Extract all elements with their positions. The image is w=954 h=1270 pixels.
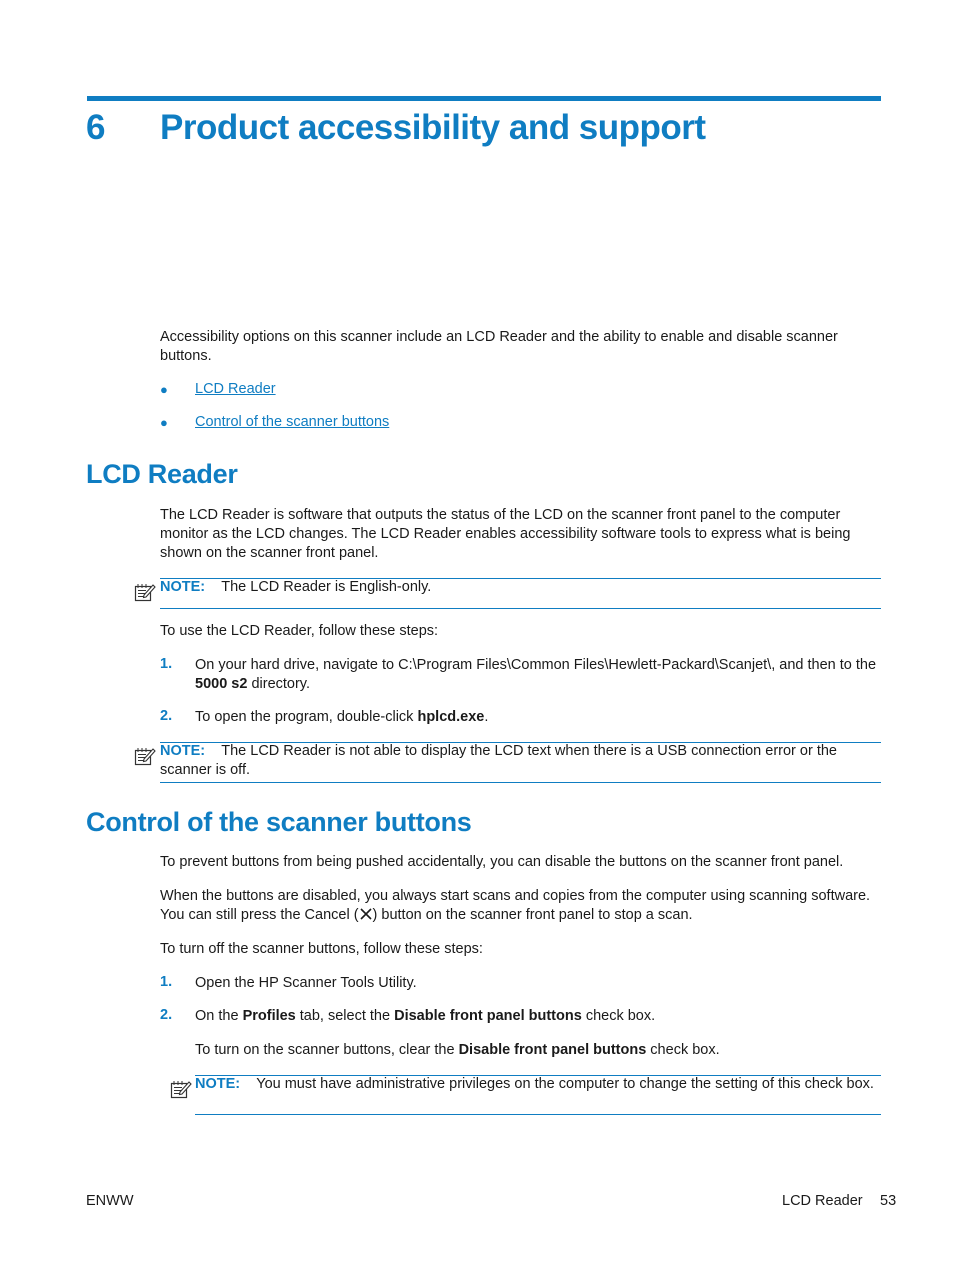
note-usb-error xyxy=(160,742,880,780)
note-icon xyxy=(170,1079,192,1099)
note-text: You must have administrative privileges on the computer to change the setting of this check box. xyxy=(256,1076,874,1092)
paragraph-text: When the buttons are disabled, you always start scans and copies from the computer using scanning software. You can still press the Cancel ( xyxy=(160,888,871,923)
footer-section: LCD Reader xyxy=(782,1193,863,1209)
step-bold: 5000 s2 xyxy=(195,676,248,692)
footer-page-number: 53 xyxy=(880,1193,897,1209)
section-heading-control-buttons: Control of the scanner buttons xyxy=(86,807,472,837)
note-admin-privileges xyxy=(195,1075,880,1094)
link-control-scanner-buttons[interactable]: Control of the scanner buttons xyxy=(195,414,390,430)
section-heading-lcd-reader: LCD Reader xyxy=(86,459,238,489)
control-paragraph-1: To prevent buttons from being pushed accidentally, you can disable the buttons on the scanner front panel. xyxy=(160,854,844,870)
step-number: 1. xyxy=(160,656,173,672)
step-text: To open the program, double-click xyxy=(195,709,418,725)
step-text: . xyxy=(484,709,489,725)
step-bold: Disable front panel buttons xyxy=(394,1008,582,1024)
step-bold: Disable front panel buttons xyxy=(458,1042,647,1058)
note-bottom-rule xyxy=(195,1114,881,1115)
step-text: On the xyxy=(195,1008,243,1024)
step-text: check box. xyxy=(646,1042,720,1058)
step-text: To turn on the scanner buttons, clear the xyxy=(195,1042,459,1058)
chapter-title: Product accessibility and support xyxy=(160,108,706,147)
link-lcd-reader[interactable]: LCD Reader xyxy=(195,381,276,397)
lcd-step-1 xyxy=(195,656,885,694)
step-number: 1. xyxy=(160,974,173,990)
bullet-icon: ● xyxy=(160,382,168,397)
lcd-step-2 xyxy=(195,708,885,727)
control-step-2-sub xyxy=(195,1041,885,1060)
step-bold: hplcd.exe xyxy=(417,709,485,725)
note-text: The LCD Reader is English-only. xyxy=(221,579,432,595)
chapter-number: 6 xyxy=(86,108,105,147)
step-bold: Profiles xyxy=(242,1008,296,1024)
note-lcd-english xyxy=(160,578,880,597)
step-text: tab, select the xyxy=(295,1008,395,1024)
note-label: NOTE: xyxy=(160,579,206,595)
step-text: directory. xyxy=(247,676,311,692)
note-label: NOTE: xyxy=(195,1076,241,1092)
note-bottom-rule xyxy=(160,782,881,783)
cancel-x-icon xyxy=(359,907,373,921)
step-number: 2. xyxy=(160,1007,173,1023)
footer-left: ENWW xyxy=(86,1193,134,1209)
control-paragraph-2 xyxy=(160,887,880,925)
note-label: NOTE: xyxy=(160,743,206,759)
bullet-icon: ● xyxy=(160,415,168,430)
note-text: The LCD Reader is not able to display the LCD text when there is a USB connection error or the scanner is off. xyxy=(160,743,837,778)
step-number: 2. xyxy=(160,708,173,724)
chapter-rule xyxy=(87,96,881,101)
paragraph-text: ) button on the scanner front panel to stop a scan. xyxy=(372,907,693,923)
note-icon xyxy=(134,582,156,602)
note-icon xyxy=(134,746,156,766)
step-text: On your hard drive, navigate to C:\Program Files\Common Files\Hewlett-Packard\Scanjet\, and then to the xyxy=(195,657,877,673)
control-step-1: Open the HP Scanner Tools Utility. xyxy=(195,975,417,991)
lcd-steps-intro: To use the LCD Reader, follow these steps: xyxy=(160,623,439,639)
lcd-reader-paragraph: The LCD Reader is software that outputs the status of the LCD on the scanner front panel to the computer monitor as the LCD changes. The LCD Reader enables accessibility software tools to express what is being shown on the scanner front panel. xyxy=(160,507,851,561)
control-step-2 xyxy=(195,1007,885,1026)
control-steps-intro: To turn off the scanner buttons, follow these steps: xyxy=(160,941,483,957)
step-text: check box. xyxy=(581,1008,656,1024)
note-bottom-rule xyxy=(160,608,881,609)
intro-paragraph: Accessibility options on this scanner include an LCD Reader and the ability to enable and disable scanner buttons. xyxy=(160,329,838,364)
